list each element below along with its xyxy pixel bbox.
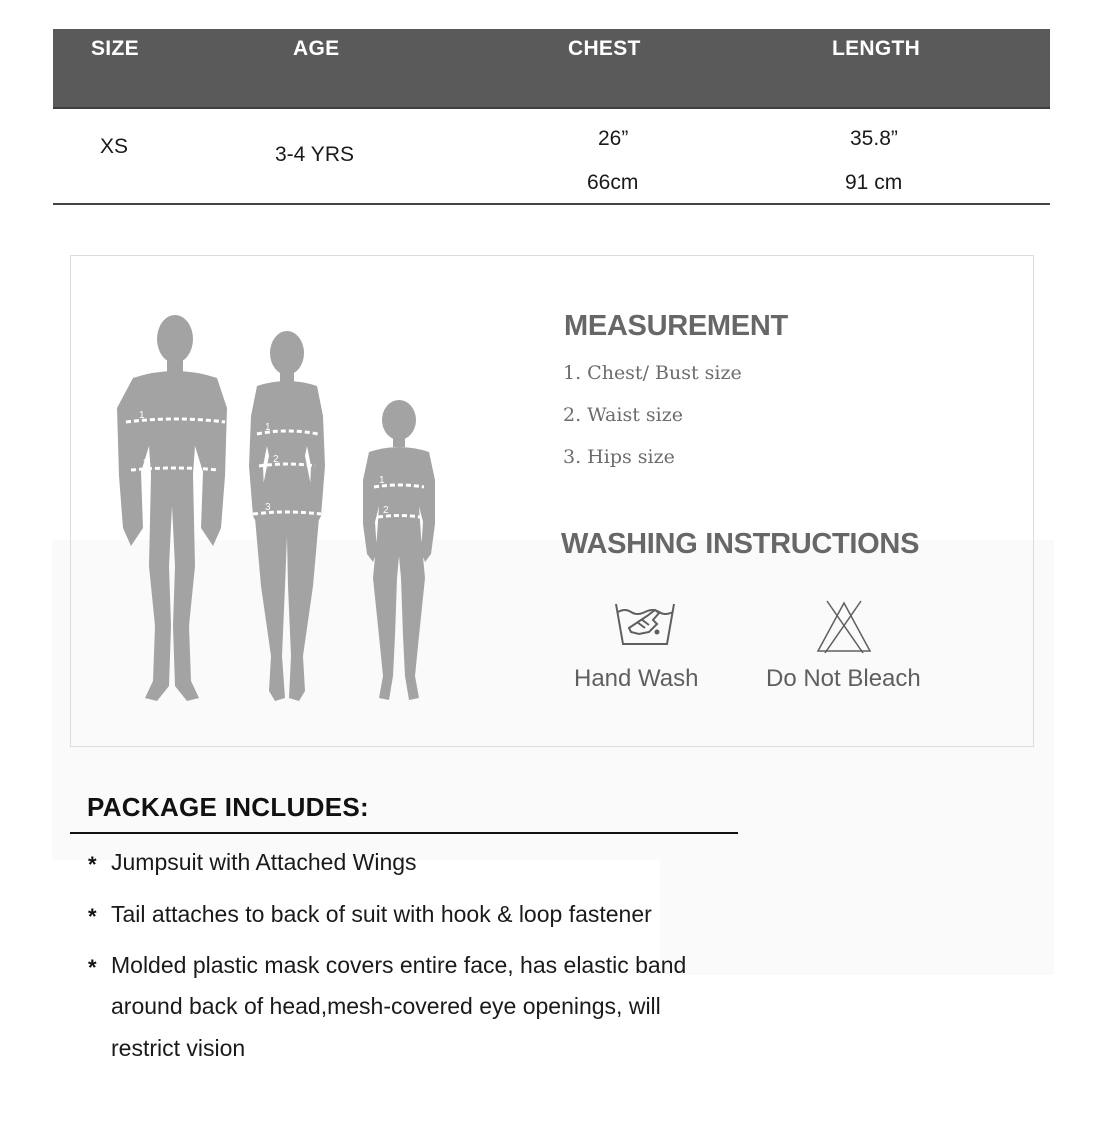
package-includes-title: PACKAGE INCLUDES: — [87, 792, 369, 822]
hand-wash-icon — [613, 598, 677, 650]
header-size: SIZE — [91, 37, 139, 60]
measurement-item-waist: 2. Waist size — [563, 404, 683, 426]
man-figure — [117, 315, 227, 701]
cell-chest-inches: 26” — [598, 127, 629, 150]
marker-label: 2 — [273, 454, 279, 465]
marker-label: 1 — [379, 475, 385, 486]
size-chart-row — [53, 109, 1050, 205]
header-chest: CHEST — [568, 37, 641, 60]
body-figures-illustration — [89, 296, 463, 711]
do-not-bleach-label: Do Not Bleach — [766, 665, 921, 692]
divider — [70, 832, 738, 834]
bullet-marker: * — [88, 955, 97, 980]
do-not-bleach-icon — [815, 600, 873, 654]
marker-label: 1 — [139, 410, 145, 421]
measurement-item-chest: 1. Chest/ Bust size — [563, 362, 742, 384]
size-chart-header-row — [53, 29, 1050, 109]
measurement-item-hips: 3. Hips size — [563, 446, 675, 468]
marker-label: 2 — [383, 505, 389, 516]
size-chart-table — [53, 29, 1050, 205]
info-card — [70, 255, 1034, 747]
measurement-title: MEASUREMENT — [564, 310, 788, 342]
marker-label: 2 — [143, 458, 149, 469]
cell-chest-cm: 66cm — [587, 171, 639, 194]
hand-wash-label: Hand Wash — [574, 665, 699, 692]
header-age: AGE — [293, 37, 340, 60]
cell-age: 3-4 YRS — [275, 143, 354, 166]
marker-label: 3 — [265, 502, 271, 513]
background-panel — [660, 860, 1054, 975]
header-length: LENGTH — [832, 37, 921, 60]
bullet-marker: * — [88, 904, 97, 929]
marker-label: 1 — [265, 422, 271, 433]
bullet-marker: * — [88, 852, 97, 877]
washing-instructions-title: WASHING INSTRUCTIONS — [561, 528, 920, 560]
cell-length-cm: 91 cm — [845, 171, 903, 194]
child-figure — [363, 400, 435, 700]
cell-size: XS — [100, 135, 129, 158]
package-item: Molded plastic mask covers entire face, has elastic band — [111, 952, 687, 978]
woman-figure — [249, 331, 325, 701]
package-item-continued: restrict vision — [111, 1035, 246, 1061]
package-item-continued: around back of head,mesh-covered eye openings, will — [111, 993, 661, 1019]
cell-length-inches: 35.8” — [850, 127, 898, 150]
package-item: Tail attaches to back of suit with hook & loop fastener — [111, 901, 652, 927]
package-item: Jumpsuit with Attached Wings — [111, 849, 417, 875]
